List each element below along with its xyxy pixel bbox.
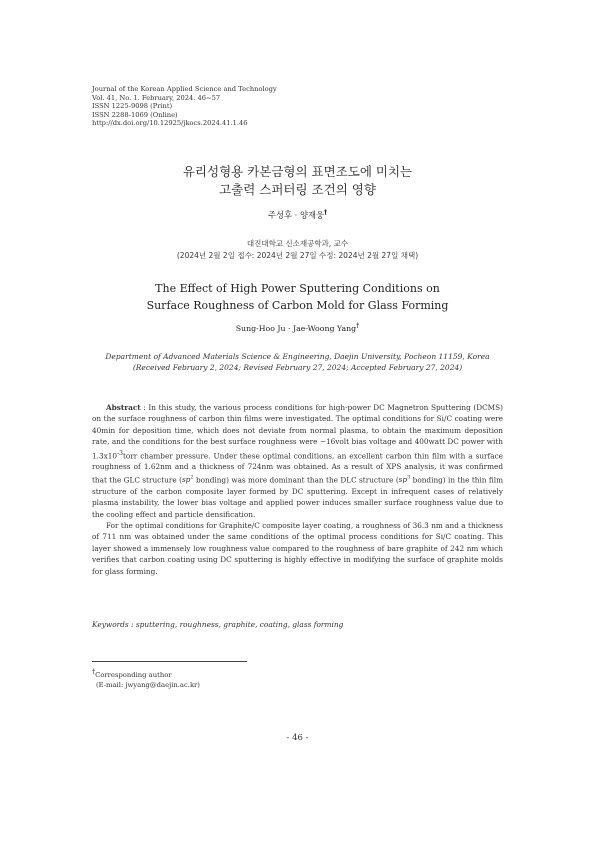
english-title-line1: The Effect of High Power Sputtering Conditions on <box>155 282 440 295</box>
issn-print: ISSN 1225-9098 (Print) <box>92 102 173 111</box>
abstract-label: Abstract <box>106 403 141 412</box>
abstract-paragraph-1 <box>92 402 503 520</box>
doi-link[interactable]: http://dx.doi.org/10.12925/jkocs.2024.41.1.46 <box>92 119 248 128</box>
abstract-text-a: In this study, the various process conditions for high-power DC Magnetron Sputtering (DCMS) on the surface roughness of carbon thin films were investigated. The optimal conditions for Si/C coating were 40min for deposition time, which does not deviate from normal plasma, to obtain the maximum deposition rate, and the conditions for the best surface roughness were −16volt bias voltage and 400watt DC power with 1.3x10 <box>92 403 503 461</box>
journal-name: Journal of the Korean Applied Science and Technology <box>92 85 277 93</box>
abstract-text-d: bonding) in the thin film structure of the carbon composite layer formed by DC sputtering. Except in infrequent cases of relatively plasma instability, the lower bias voltage and applied power induces smaller surface roughness value due to the cooling effect and particle densification. <box>92 475 503 519</box>
journal-info <box>92 85 277 128</box>
sp-base: sp <box>398 475 408 485</box>
abstract-text-c: bonding) was more dominant than the DLC structure ( <box>193 475 399 485</box>
korean-affiliation <box>0 238 595 262</box>
dagger-mark: † <box>356 322 360 330</box>
korean-title-line1: 유리성형용 카본금형의 표면조도에 미치는 <box>182 164 413 179</box>
issn-online: ISSN 2288-1069 (Online) <box>92 110 178 119</box>
korean-dates: (2024년 2월 2일 접수: 2024년 2월 27일 수정: 2024년 2월 27일 채택) <box>176 251 419 260</box>
footnote-divider <box>92 661 247 662</box>
korean-author-names: 주성후 · 양재웅 <box>267 210 324 220</box>
corresponding-email[interactable]: (E-mail: jwyang@daejin.ac.kr) <box>96 680 200 689</box>
english-title <box>0 280 595 314</box>
sp-base: sp <box>181 475 191 485</box>
sp3-notation <box>399 475 411 484</box>
english-title-line2: Surface Roughness of Carbon Mold for Glass Forming <box>146 299 449 312</box>
abstract <box>92 402 503 577</box>
sp3-exponent: 3 <box>407 474 411 481</box>
journal-volume: Vol. 41, No. 1. February, 2024. 46~57 <box>92 93 221 102</box>
exponent: -3 <box>117 449 123 457</box>
abstract-separator: : <box>140 403 149 412</box>
english-dates: (Received February 2, 2024; Revised February 27, 2024; Accepted February 27, 2024) <box>132 363 463 373</box>
page-number: - 46 - <box>286 733 309 743</box>
korean-affiliation-text: 대진대학교 신소재공학과, 교수 <box>246 239 349 248</box>
sp2-notation <box>182 475 194 484</box>
dagger-mark: † <box>92 668 96 676</box>
english-affiliation <box>0 351 595 373</box>
abstract-paragraph-2: For the optimal conditions for Graphite/C composite layer coating, a roughness of 36.3 nm and a thickness of 711 nm was obtained under the same conditions of the optimal process conditions for Si/C coating. This layer showed a immensely low roughness value compared to the roughness of bare graphite of 242 nm which verifies that carbon coating using DC sputtering is highly effective in modifying the surface of graphite molds for glass forming. <box>92 520 503 576</box>
corresponding-author-line <box>92 668 200 681</box>
english-author-names: Sung-Hoo Ju · Jae-Woong Yang <box>235 324 357 333</box>
sp2-exponent: 2 <box>190 474 194 481</box>
footnote <box>92 668 200 690</box>
english-affiliation-text: Department of Advanced Materials Science & Engineering, Daejin University, Pocheon 11159, Korea <box>105 352 490 361</box>
dagger-mark: † <box>324 209 327 217</box>
english-authors <box>0 324 595 333</box>
korean-title-line2: 고출력 스퍼터링 조건의 영향 <box>219 182 376 197</box>
abstract-text-b: torr chamber pressure. Under these optimal conditions, an excellent carbon thin film with a surface roughness of 1.62nm and a thickness of 724nm was obtained. As a result of XPS analysis, it was confirmed that the GLC structure ( <box>92 451 503 485</box>
korean-title <box>0 163 595 199</box>
keywords: Keywords : sputtering, roughness, graphite, coating, glass forming <box>92 620 344 629</box>
corresponding-author-label: Corresponding author <box>95 671 172 679</box>
korean-authors <box>0 209 595 221</box>
